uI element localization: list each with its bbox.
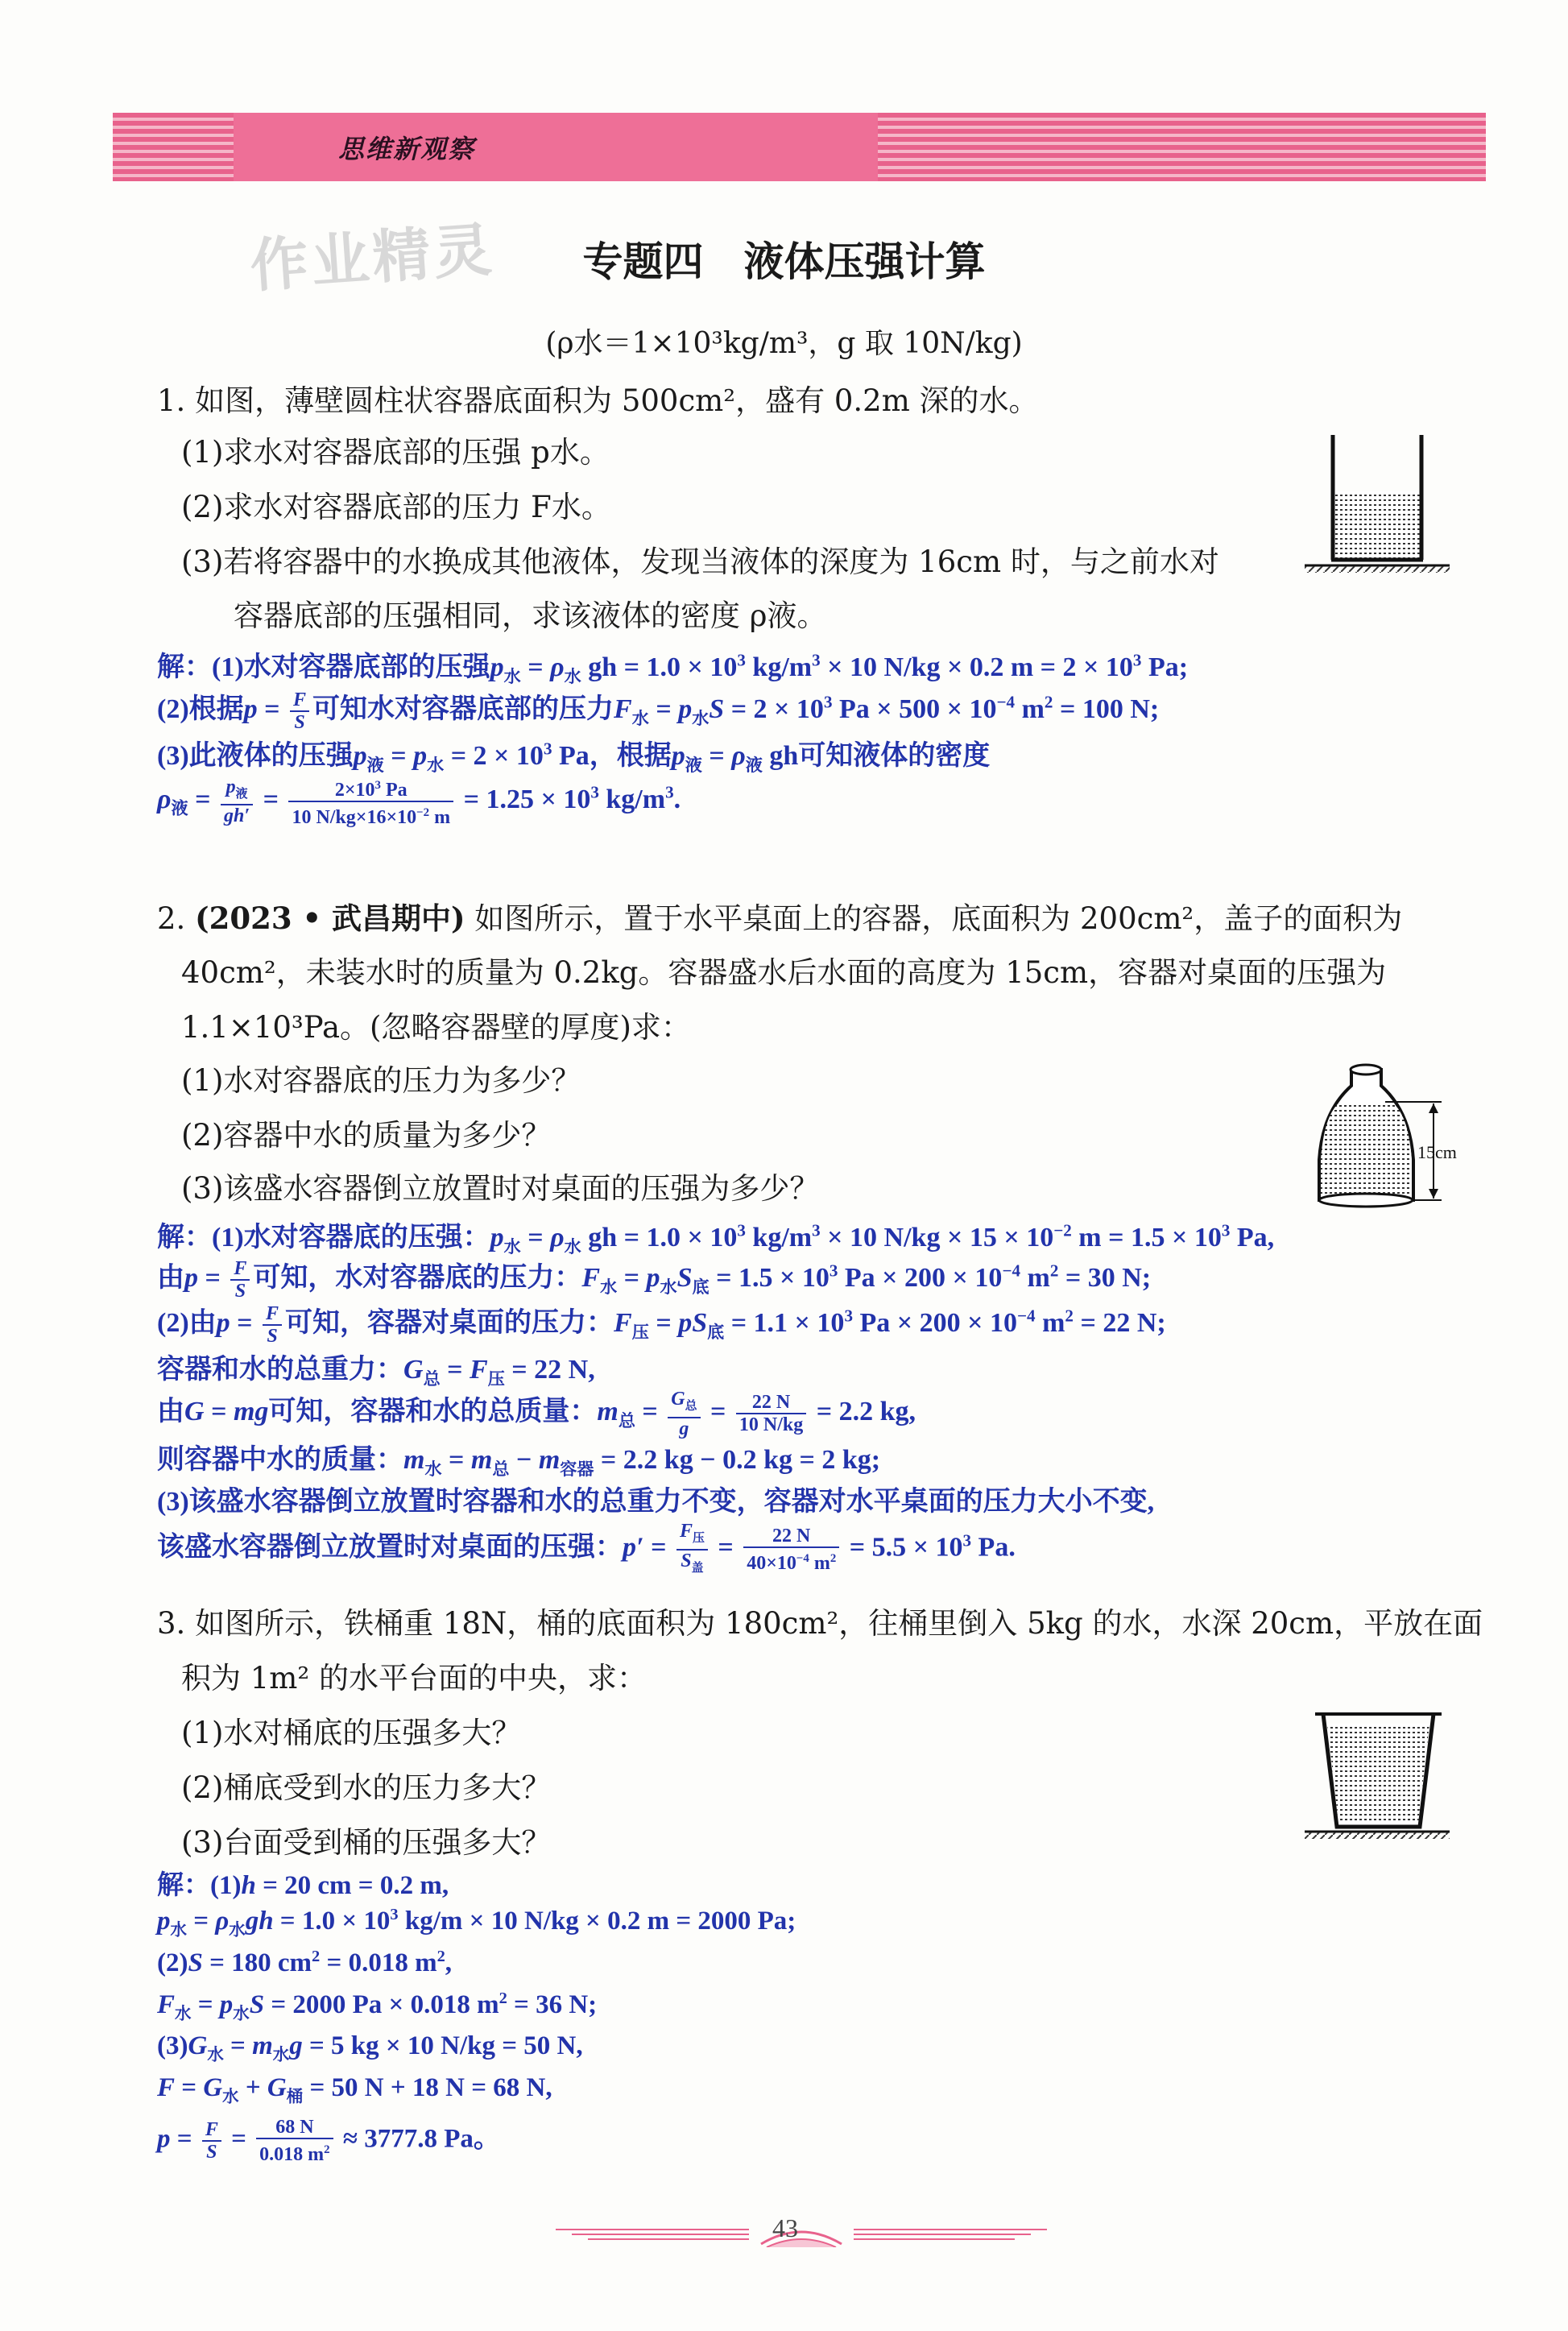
header-band [234, 113, 878, 181]
problem3-q3: (3)台面受到桶的压强多大？ [181, 1825, 552, 1860]
problem2-stem-a: 2. (2023 • 武昌期中) 如图所示，置于水平桌面上的容器，底面积为 200cm²，盖子的面积为 [157, 901, 1403, 936]
page-title: 专题四 液体压强计算 [582, 238, 986, 285]
problem2-solution-3: (2)由p = $\frac{F}{S}$ 可知，容器对桌面的压力：$F_压 = pS_底 = 1.1 \times 10^3$ $Pa \times 200 \times 10^{-4}$ $m^2 = 22$ N; [157, 1303, 1166, 1348]
problem2-solution-5: 由G = mg可知，容器和水的总质量：$m_总$ = $\frac{G_总}{g}$ = $\frac{22 N}{10 N/kg}$ = 2.2 kg, [157, 1389, 916, 1439]
problem2-solution-6: 则容器中水的质量：$m_水 = m_总 - m_{容器} = 2.2$ kg − 0.2 kg = 2 kg; [157, 1445, 881, 1479]
problem3-solution-6: $F = G_水 + G_桶 = 50$ N + 18 N = 68 N, [157, 2073, 552, 2106]
problem3-solution-7: p = $\frac{F}{S}$ = $\frac{68 N}{0.018 m^2}$ ≈ 3777.8 Pa。 [157, 2117, 500, 2165]
problem1-q2: (2)求水对容器底部的压力 F水。 [181, 490, 611, 524]
problem3-q1: (1)水对桶底的压强多大？ [181, 1716, 522, 1750]
problem3-solution-2: $p_水 = \rho_水gh = 1.0 \times 10^3$ kg/m × 10 N/kg × 0.2 m = 2000 Pa; [157, 1906, 796, 1940]
page-number: 43 [772, 2213, 798, 2242]
problem2-q1: (1)水对容器底的压力为多少？ [181, 1063, 581, 1098]
problem3-solution-4: $F_水 = p_水S = 2000$ Pa × 0.018 $m^2 = 36$ N; [157, 1989, 598, 2023]
problem1-solution-1: 解：(1)水对容器底部的压强$p_水 = \rho_水$ gh = $1.0 \times 10^3$ $kg/m^3 \times 10$ N/kg × 0.2 $m = 2 \times 10^3$ Pa; [157, 650, 1189, 686]
problem3-solution-3: (2)S = 180 $cm^2 = 0.018$ $m^2$, [157, 1948, 453, 1977]
constants-note: (ρ水＝1×10³kg/m³，g 取 10N/kg) [545, 327, 1023, 360]
figure-height-label: 15cm [1417, 1142, 1457, 1162]
header-stripes-right [878, 113, 1486, 181]
problem2-solution-2: 由p = $\frac{F}{S}$ 可知，水对容器底的压力：$F_水 = p_水S_底 = 1.5 \times 10^3$ $Pa \times 200 \times 10^{-4}$ $m^2 = 30$ N; [157, 1258, 1152, 1302]
problem1-solution-4: $\rho_液$ = $\frac{p_液}{gh'}$ = $\frac{2\times 10^3 Pa}{10 N/kg\times 16\times 10^{-2} m}$ = $1.25 \times 10^3$ $kg/m^3$. [157, 776, 681, 828]
cylinder-container-figure [1301, 435, 1454, 576]
watermark: 作业精灵 [247, 215, 497, 300]
problem3-stem-b: 积为 1m² 的水平台面的中央，求： [181, 1661, 647, 1695]
bucket-figure [1301, 1706, 1454, 1847]
header-title: 思维新观察 [338, 134, 476, 164]
problem2-q2: (2)容器中水的质量为多少？ [181, 1118, 552, 1153]
problem1-stem: 1. 如图，薄壁圆柱状容器底面积为 500cm²，盛有 0.2m 深的水。 [157, 383, 1039, 418]
problem2-solution-1: 解：(1)水对容器底的压强：$p_水 = \rho_水$ gh = $1.0 \times 10^3$ $kg/m^3 \times 10$ $N/kg \times 15 \times 10^{-2}$ $m = 1.5 \times 10^3$ Pa, [157, 1220, 1275, 1257]
bottle-container-figure [1305, 1055, 1466, 1208]
problem1-q1: (1)求水对容器底部的压强 p水。 [181, 435, 610, 470]
header-stripes-left [113, 113, 234, 181]
problem1-solution-2: (2)根据p = $\frac{F}{S}$ 可知水对容器底部的压力$F_水 = p_水S = 2 \times 10^3$ $Pa \times 500 \times 10^{-4}$ $m^2 = 100$ N; [157, 689, 1160, 734]
problem1-solution-3: (3)此液体的压强$p_液 = p_水 = 2 \times 10^3$ Pa，根据$p_液 = \rho_液$ gh可知液体的密度 [157, 739, 991, 775]
problem3-solution-1: 解：(1)h = 20 cm = 0.2 m, [157, 1871, 449, 1900]
problem2-q3: (3)该盛水容器倒立放置时对桌面的压强为多少？ [181, 1171, 820, 1206]
problem2-solution-7: (3)该盛水容器倒立放置时容器和水的总重力不变，容器对水平桌面的压力大小不变, [157, 1487, 1155, 1517]
problem2-solution-8: 该盛水容器倒立放置时对桌面的压强：p′ = $\frac{F_压}{S_盖}$ = $\frac{22 N}{40\times 10^{-4} m^2}$ = $5.5 \times 10^3$ Pa. [157, 1521, 1016, 1575]
problem2-stem-b: 40cm²，未装水时的质量为 0.2kg。容器盛水后水面的高度为 15cm，容器对桌面的压强为 [181, 955, 1387, 990]
problem2-stem-c: 1.1×10³Pa。(忽略容器壁的厚度)求： [181, 1010, 691, 1045]
problem3-q2: (2)桶底受到水的压力多大？ [181, 1770, 552, 1805]
problem3-stem-a: 3. 如图所示，铁桶重 18N，桶的底面积为 180cm²，往桶里倒入 5kg 的水，水深 20cm，平放在面 [157, 1606, 1483, 1641]
problem1-q3a: (3)若将容器中的水换成其他液体，发现当液体的深度为 16cm 时，与之前水对 [181, 544, 1219, 579]
problem3-solution-5: $(3)G_水 = m_水g = 5$ kg × 10 N/kg = 50 N, [157, 2031, 583, 2064]
problem1-q3b: 容器底部的压强相同，求该液体的密度 ρ液。 [234, 598, 827, 633]
problem2-solution-4: 容器和水的总重力：$G_总 = F_压 = 22$ N, [157, 1355, 595, 1389]
